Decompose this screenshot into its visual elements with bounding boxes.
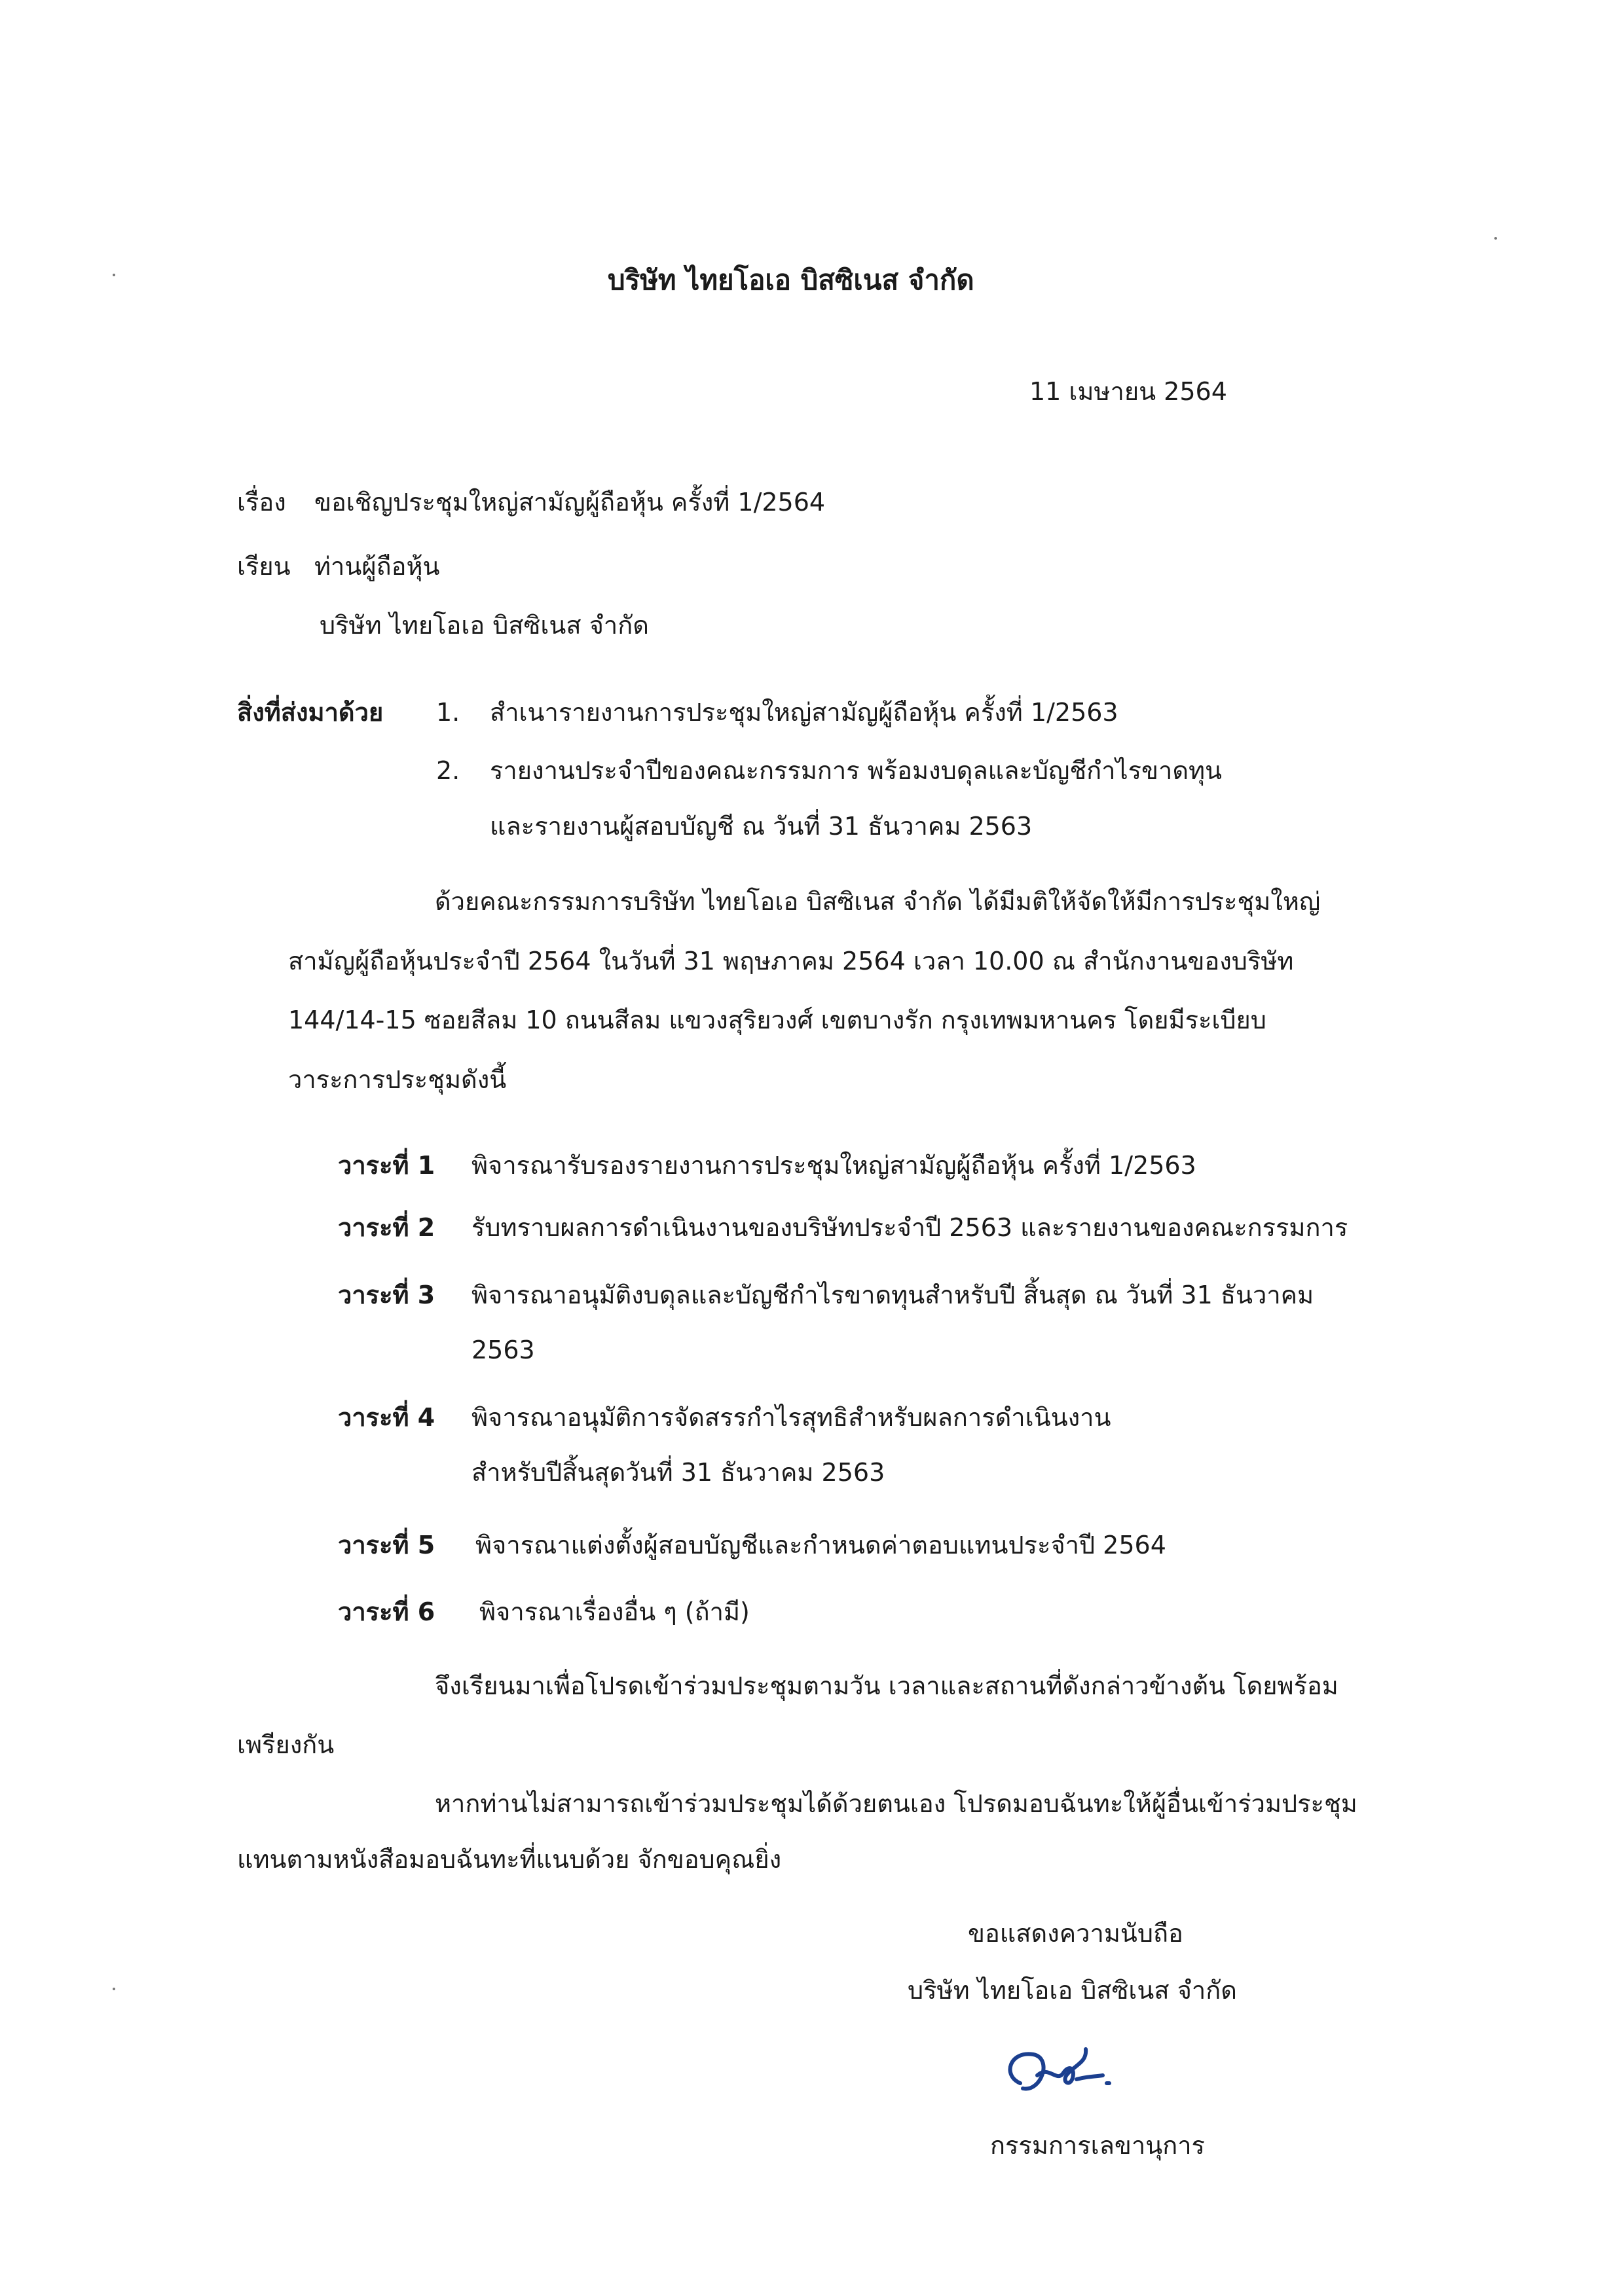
- agenda-label: วาระที่ 2: [338, 1213, 435, 1242]
- intro-line: สามัญผู้ถือหุ้นประจำปี 2564 ในวันที่ 31 พฤษภาคม 2564 เวลา 10.00 ณ สำนักงานของบริษัท: [288, 947, 1294, 975]
- agenda-text: สำหรับปีสิ้นสุดวันที่ 31 ธันวาคม 2563: [471, 1458, 885, 1487]
- agenda-text: พิจารณาอนุมัติการจัดสรรกำไรสุทธิสำหรับผลการดำเนินงาน: [471, 1403, 1111, 1432]
- enclosure-item-number: 2.: [436, 756, 460, 785]
- enclosure-item-text: รายงานประจำปีของคณะกรรมการ พร้อมงบดุลและบัญชีกำไรขาดทุน: [490, 756, 1223, 785]
- agenda-label: วาระที่ 5: [338, 1531, 435, 1559]
- intro-line: วาระการประชุมดังนี้: [288, 1065, 507, 1094]
- agenda-text: พิจารณารับรองรายงานการประชุมใหญ่สามัญผู้ถือหุ้น ครั้งที่ 1/2563: [471, 1151, 1196, 1180]
- enclosure-item-text: และรายงานผู้สอบบัญชี ณ วันที่ 31 ธันวาคม 2563: [490, 812, 1033, 841]
- scan-speck: [113, 1988, 115, 1990]
- enclosure-item-number: 1.: [436, 698, 460, 727]
- letter-date: 11 เมษายน 2564: [1029, 377, 1227, 406]
- signer-position: กรรมการเลขานุการ: [990, 2131, 1205, 2160]
- scan-speck: [113, 274, 115, 276]
- closing-line: เพรียงกัน: [237, 1730, 335, 1759]
- agenda-text: รับทราบผลการดำเนินงานของบริษัทประจำปี 2563 และรายงานของคณะกรรมการ: [471, 1213, 1348, 1242]
- to-recipient: ท่านผู้ถือหุ้น: [314, 552, 440, 581]
- signature-stroke: [1010, 2049, 1109, 2088]
- handwritten-signature: [995, 2036, 1120, 2108]
- intro-line: 144/14-15 ซอยสีลม 10 ถนนสีลม แขวงสุริยวงศ์ เขตบางรัก กรุงเทพมหานคร โดยมีระเบียบ: [288, 1006, 1266, 1034]
- subject-label: เรื่อง: [237, 488, 286, 517]
- agenda-text: พิจารณาเรื่องอื่น ๆ (ถ้ามี): [479, 1597, 750, 1626]
- signature-company: บริษัท ไทยโอเอ บิสซิเนส จำกัด: [908, 1976, 1237, 2005]
- to-label: เรียน: [237, 552, 291, 581]
- agenda-text: พิจารณาแต่งตั้งผู้สอบบัญชีและกำหนดค่าตอบแทนประจำปี 2564: [475, 1531, 1166, 1559]
- agenda-label: วาระที่ 1: [338, 1151, 435, 1180]
- subject-text: ขอเชิญประชุมใหญ่สามัญผู้ถือหุ้น ครั้งที่ 1/2564: [314, 488, 826, 517]
- closing-line: หากท่านไม่สามารถเข้าร่วมประชุมได้ด้วยตนเอง โปรดมอบฉันทะให้ผู้อื่นเข้าร่วมประชุม: [435, 1789, 1357, 1818]
- enclosure-item-text: สำเนารายงานการประชุมใหญ่สามัญผู้ถือหุ้น ครั้งที่ 1/2563: [490, 698, 1118, 727]
- scan-speck: [1494, 237, 1497, 240]
- agenda-text: พิจารณาอนุมัติงบดุลและบัญชีกำไรขาดทุนสำหรับปี สิ้นสุด ณ วันที่ 31 ธันวาคม: [471, 1281, 1314, 1309]
- intro-line: ด้วยคณะกรรมการบริษัท ไทยโอเอ บิสซิเนส จำกัด ได้มีมติให้จัดให้มีการประชุมใหญ่: [435, 887, 1321, 916]
- closing-line: แทนตามหนังสือมอบฉันทะที่แนบด้วย จักขอบคุณยิ่ง: [237, 1845, 782, 1874]
- enclosures-label: สิ่งที่ส่งมาด้วย: [237, 698, 384, 727]
- closing-regards: ขอแสดงความนับถือ: [968, 1919, 1183, 1948]
- company-title: บริษัท ไทยโอเอ บิสซิเนส จำกัด: [608, 264, 974, 296]
- agenda-text: 2563: [471, 1336, 535, 1364]
- closing-line: จึงเรียนมาเพื่อโปรดเข้าร่วมประชุมตามวัน เวลาและสถานที่ดังกล่าวข้างต้น โดยพร้อม: [435, 1671, 1338, 1700]
- agenda-label: วาระที่ 4: [338, 1403, 435, 1432]
- agenda-label: วาระที่ 3: [338, 1281, 435, 1309]
- to-company: บริษัท ไทยโอเอ บิสซิเนส จำกัด: [320, 611, 649, 640]
- agenda-label: วาระที่ 6: [338, 1597, 435, 1626]
